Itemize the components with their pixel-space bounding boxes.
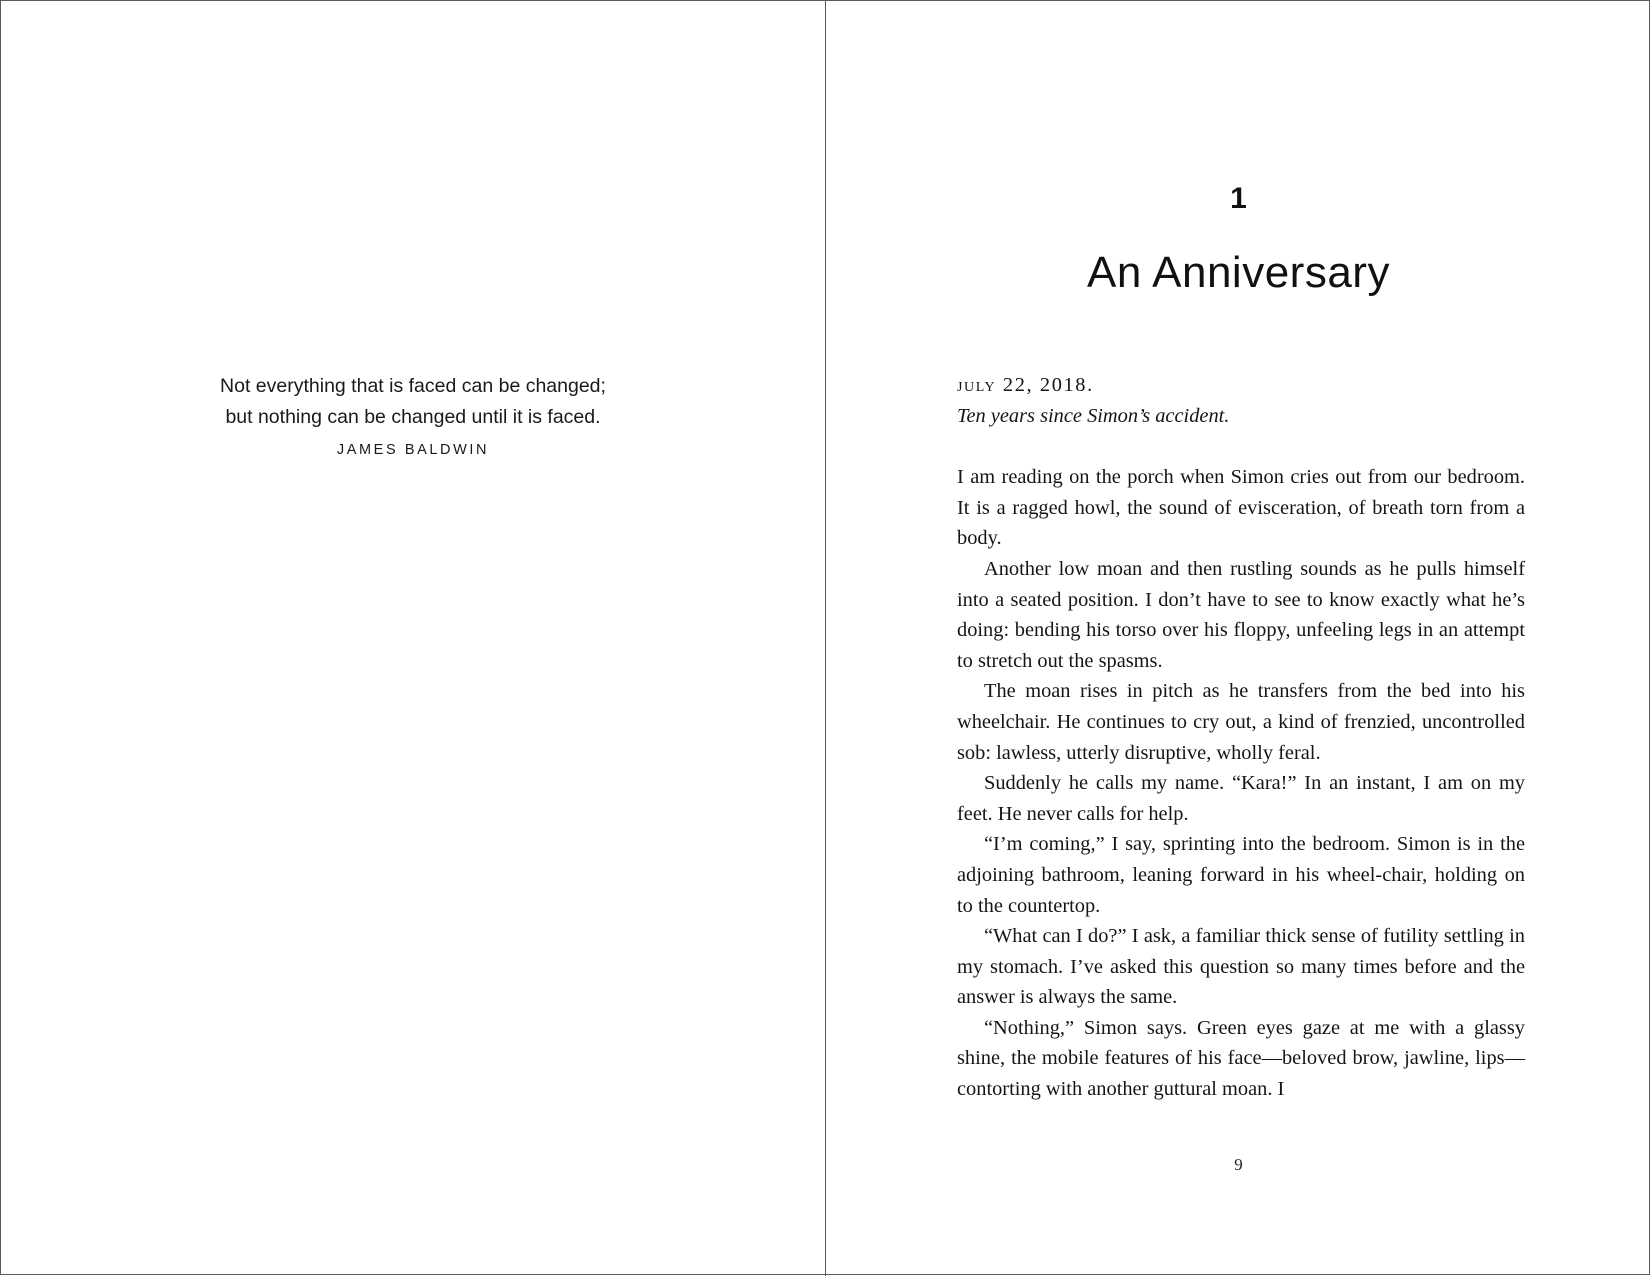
chapter-subtitle: Ten years since Simon’s accident.: [957, 404, 1230, 427]
section-spacer: [957, 431, 1525, 462]
epigraph-line-1: Not everything that is faced can be changed;: [220, 375, 606, 397]
paragraph-6: “What can I do?” I ask, a familiar thick sense of futility settling in my stomach. I’ve asked this question so many times before and the answer is always the same.: [957, 925, 1525, 1009]
epigraph-attribution: JAMES BALDWIN: [336, 442, 490, 458]
epigraph-line-2: but nothing can be changed until it is faced.: [225, 406, 601, 428]
paragraph-2: Another low moan and then rustling sounds as he pulls himself into a seated position. I don’t have to see to know exactly what he’s doing: bending his torso over his floppy, unfeeling legs in an attempt to stretch out the spasms.: [957, 557, 1525, 672]
paragraph-5: “I’m coming,” I say, sprinting into the bedroom. Simon is in the adjoining bathroom, leaning forward in his wheel-chair, holding on to the countertop.: [957, 833, 1525, 917]
chapter-body: [957, 370, 1525, 1105]
paragraph-1: I am reading on the porch when Simon cries out from our bedroom. It is a ragged howl, the sound of evisceration, of breath torn from a body.: [957, 466, 1525, 550]
dateline: july 22, 2018.: [957, 374, 1094, 396]
chapter-title: An Anniversary: [1087, 248, 1390, 297]
page-number: 9: [1234, 1155, 1243, 1174]
paragraph-7: “Nothing,” Simon says. Green eyes gaze at me with a glassy shine, the mobile features of his face—beloved brow, jawline, lips—contorting with another guttural moan. I: [957, 1016, 1525, 1101]
right-page: [826, 1, 1650, 1276]
left-page: [1, 1, 825, 1276]
paragraph-4: Suddenly he calls my name. “Kara!” In an instant, I am on my feet. He never calls for help.: [957, 772, 1525, 825]
chapter-number: 1: [1230, 182, 1247, 215]
paragraph-3: The moan rises in pitch as he transfers from the bed into his wheelchair. He continues to cry out, a kind of frenzied, uncontrolled sob: lawless, utterly disruptive, wholly feral.: [957, 680, 1525, 764]
epigraph: [1, 371, 825, 458]
